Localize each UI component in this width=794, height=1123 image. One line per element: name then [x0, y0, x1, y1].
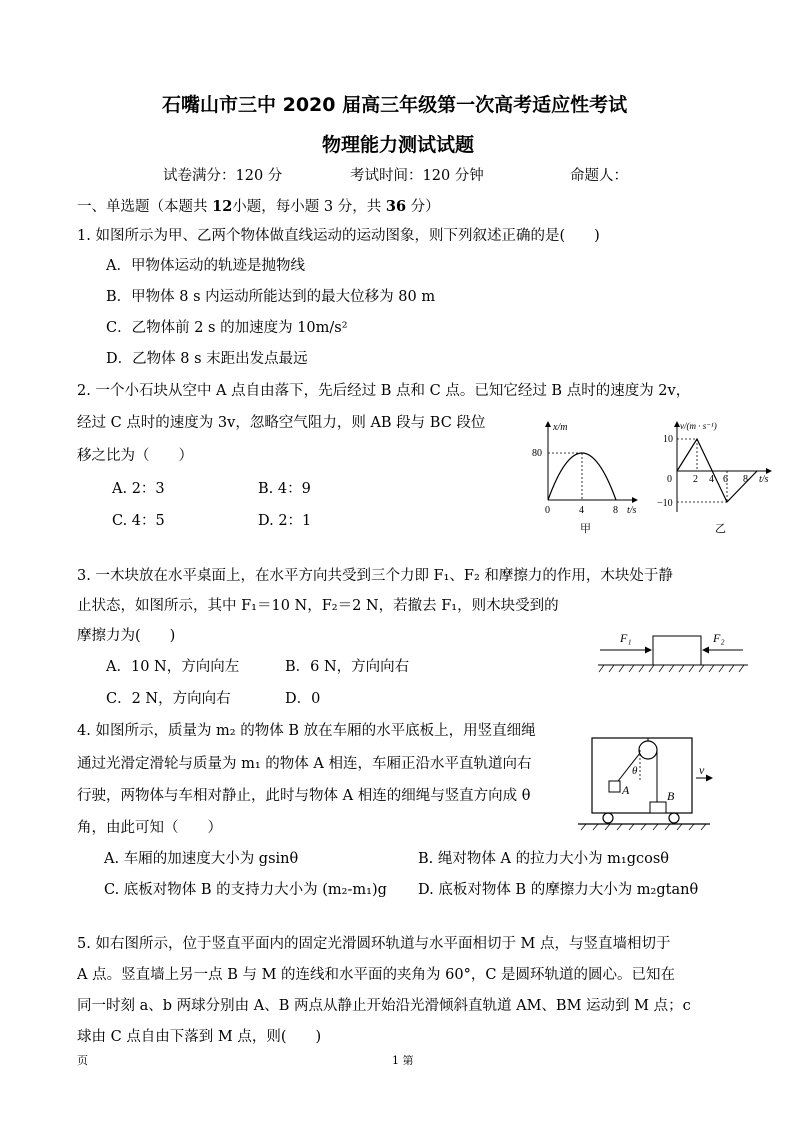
q1-option-d: D．乙物体 8 s 末距出发点最远: [106, 351, 308, 367]
yi-xtick-8: 8: [743, 474, 748, 485]
force-f1-label: F₁: [620, 631, 632, 645]
q3-option-a: A．10 N，方向向左: [106, 659, 240, 675]
q2-line-3: 移之比为（ ）: [77, 448, 193, 464]
q4-option-a: A. 车厢的加速度大小为 gsinθ: [104, 851, 299, 867]
yi-xtick-6: 6: [723, 474, 728, 485]
yi-ylabel: v/(m · s⁻¹): [680, 421, 717, 431]
figure-yi-vt-graph: [655, 418, 775, 538]
footer-left: 页: [77, 1054, 88, 1067]
exam-time: 考试时间：120 分钟: [350, 168, 484, 184]
yi-ytick-0: 0: [667, 474, 672, 485]
section-count: 12: [212, 198, 233, 215]
car-label-v: v: [699, 763, 705, 777]
exam-score: 试卷满分：120 分: [163, 168, 283, 184]
q4-option-c: C. 底板对物体 B 的支持力大小为 (m₂-m₁)g: [104, 882, 387, 898]
q2-option-c: C. 4：5: [112, 513, 165, 529]
block: [653, 636, 701, 665]
section-heading: [77, 197, 440, 217]
block-b: [650, 802, 666, 813]
jia-ytick-80: 80: [532, 448, 542, 459]
q3-line-2: 止状态，如图所示，其中 F₁＝10 N，F₂＝2 N，若撤去 F₁，则木块受到的: [77, 598, 559, 614]
section-total: 36: [385, 198, 407, 215]
block-a: [609, 781, 620, 792]
yi-ytick-neg10: −10: [657, 498, 673, 509]
q3-line-3: 摩擦力为( ): [77, 628, 176, 644]
q1-stem: 1. 如图所示为甲、乙两个物体做直线运动的运动图象，则下列叙述正确的是( ): [77, 228, 600, 244]
q5-line-3: 同一时刻 a、b 两球分别由 A、B 两点从静止开始沿光滑倾斜直轨道 AM、BM 运动到 M 点；c: [77, 998, 691, 1014]
footer-page-number: 1 第: [392, 1054, 414, 1067]
q2-option-a: A. 2：3: [112, 481, 165, 497]
section-suffix: 分）: [410, 199, 440, 215]
q2-line-1: 2. 一个小石块从空中 A 点自由落下，先后经过 B 点和 C 点。已知它经过 B 点时的速度为 2v，: [77, 383, 691, 399]
q2-option-b: B. 4：9: [258, 481, 311, 497]
figure-jia-xt-graph: [525, 418, 640, 538]
yi-xtick-2: 2: [693, 474, 698, 485]
q4-line-1: 4. 如图所示，质量为 m₂ 的物体 B 放在车厢的水平底板上，用竖直细绳: [77, 723, 536, 739]
q5-line-4: 球由 C 点自由下落到 M 点，则( ): [77, 1029, 322, 1045]
car-label-b: B: [667, 789, 675, 803]
yi-ytick-10: 10: [663, 434, 673, 445]
jia-xtick-4: 4: [579, 505, 584, 516]
page-title: 石嘴山市三中 2020 届高三年级第一次高考适应性考试: [162, 94, 628, 116]
yi-xlabel: t/s: [759, 474, 769, 485]
yi-caption: 乙: [715, 523, 726, 535]
jia-xtick-0: 0: [545, 505, 550, 516]
q3-line-1: 3. 一木块放在水平桌面上，在水平方向共受到三个力即 F₁、F₂ 和摩擦力的作用，木块处于静: [77, 568, 673, 584]
q4-line-2: 通过光滑定滑轮与质量为 m₁ 的物体 A 相连，车厢正沿水平直轨道向右: [77, 756, 532, 772]
figure-force-block: [598, 626, 748, 676]
q4-line-3: 行驶，两物体与车相对静止，此时与物体 A 相连的细绳与竖直方向成 θ: [77, 788, 531, 804]
q2-line-2: 经过 C 点时的速度为 3v，忽略空气阻力，则 AB 段与 BC 段位: [77, 415, 486, 431]
figure-car-pulley: [578, 730, 713, 835]
page-subtitle: 物理能力测试试题: [322, 134, 475, 156]
q1-option-a: A．甲物体运动的轨迹是抛物线: [106, 258, 305, 274]
jia-caption: 甲: [580, 523, 591, 535]
jia-ylabel: x/m: [553, 422, 568, 433]
force-f2-label: F₂: [713, 631, 725, 645]
wheel-right: [669, 813, 679, 823]
q3-option-b: B．6 N，方向向右: [285, 659, 410, 675]
q1-option-c: C．乙物体前 2 s 的加速度为 10m/s²: [106, 320, 348, 336]
q1-option-b: B．甲物体 8 s 内运动所能达到的最大位移为 80 m: [106, 289, 436, 305]
q4-option-b: B. 绳对物体 A 的拉力大小为 m₁gcosθ: [418, 851, 670, 867]
exam-author: 命题人：: [570, 168, 628, 184]
q5-line-2: A 点。竖直墙上另一点 B 与 M 的连线和水平面的夹角为 60°，C 是圆环轨道的圆心。已知在: [77, 967, 676, 983]
jia-xlabel: t/s: [627, 505, 637, 516]
yi-xtick-4: 4: [709, 474, 714, 485]
pulley: [639, 741, 657, 759]
q3-option-d: D．0: [285, 691, 321, 707]
q5-line-1: 5. 如右图所示，位于竖直平面内的固定光滑圆环轨道与水平面相切于 M 点，与竖直墙相切于: [77, 936, 671, 952]
wheel-left: [603, 813, 613, 823]
jia-xtick-8: 8: [613, 505, 618, 516]
q2-option-d: D. 2：1: [258, 513, 312, 529]
q3-option-c: C．2 N，方向向右: [106, 691, 231, 707]
section-mid: 小题，每小题 3 分，共: [232, 199, 382, 215]
q4-line-4: 角，由此可知（ ）: [77, 820, 222, 836]
car-label-a: A: [622, 783, 630, 797]
car-label-theta: θ: [632, 765, 638, 777]
q4-option-d: D. 底板对物体 B 的摩擦力大小为 m₂gtanθ: [418, 882, 699, 898]
section-prefix: 一、单选题（本题共: [77, 199, 208, 215]
